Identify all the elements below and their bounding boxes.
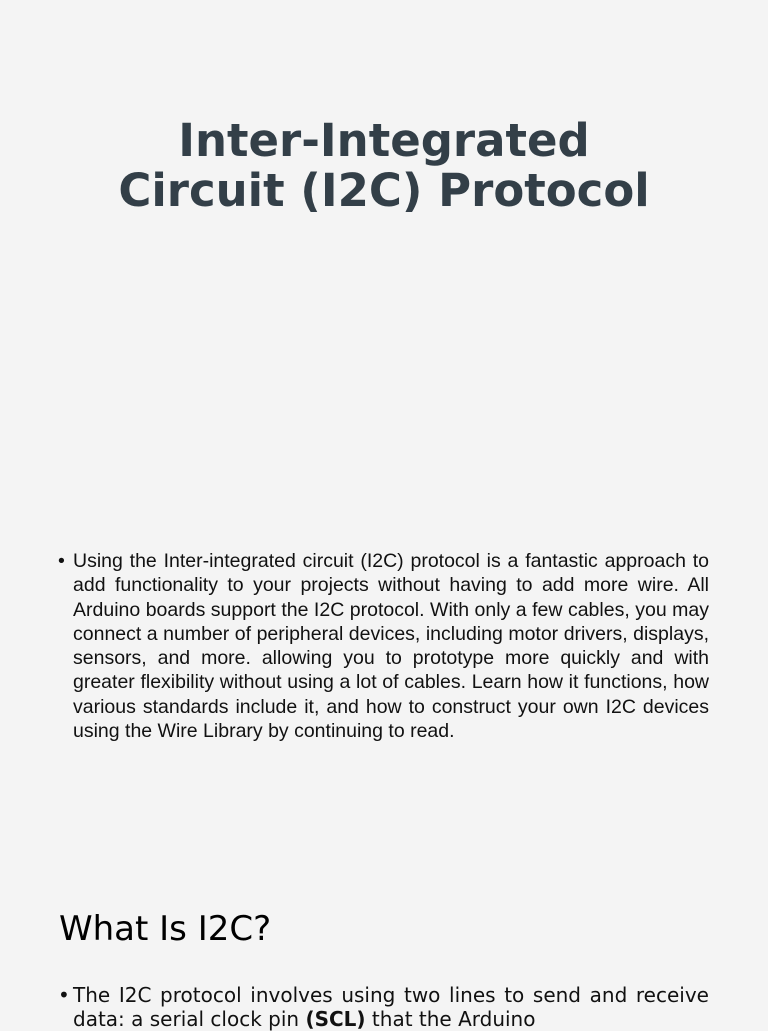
slide-title: [0, 116, 768, 216]
bullet-text-end: that the Arduino: [371, 1007, 536, 1031]
section-heading-what-is-i2c: What Is I2C?: [59, 909, 272, 949]
intro-bullet: • Using the Inter-integrated circuit (I2C) protocol is a fantastic approach to add functionality to your projects without having to add more wire. All Arduino boards support the I2C protocol. With only a few cables, you may connect a number of peripheral devices, including motor drivers, displays, sensors, and more. allowing you to prototype more quickly and with greater flexibility without using a lot of cables. Learn how it functions, how various standards include it, and how to construct your own I2C devices using the Wire Library by continuing to read.: [58, 549, 709, 743]
scl-label: (SCL): [305, 1007, 366, 1031]
bullet-text-start: The I2C protocol involves using two lines to send and receive data: a serial clock pin: [73, 983, 709, 1031]
title-line-2: Circuit (I2C) Protocol: [118, 164, 650, 217]
title-line-1: Inter-Integrated: [178, 114, 590, 167]
intro-bullet-list: [58, 549, 709, 743]
